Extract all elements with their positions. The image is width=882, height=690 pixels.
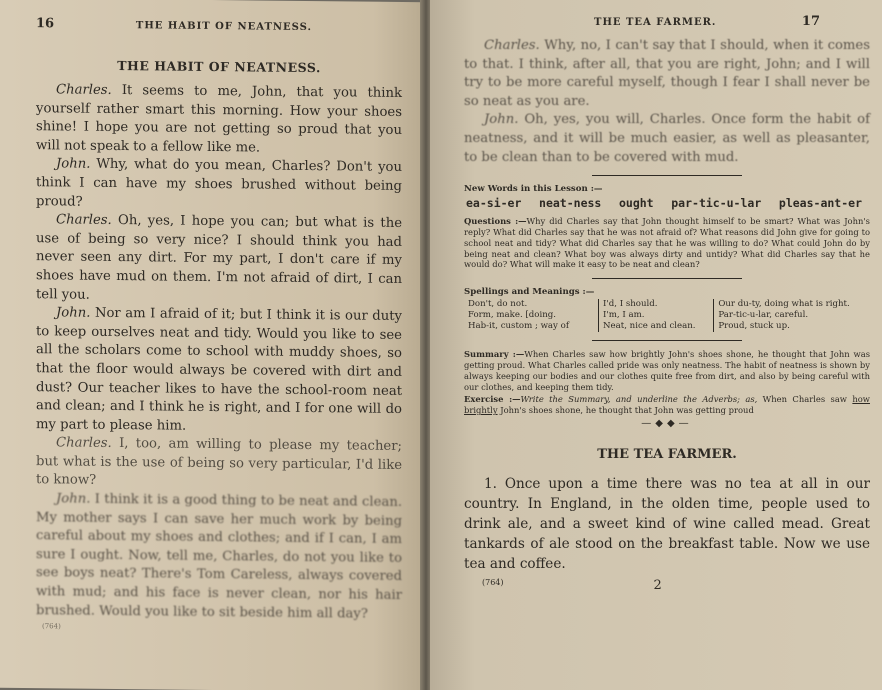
new-words-heading: New Words in this Lesson :— xyxy=(464,184,603,195)
right-footer xyxy=(464,578,870,593)
new-word: ea-si-er xyxy=(466,196,522,211)
new-word: par-tic-u-lar xyxy=(671,196,762,211)
ornament-divider: —◆◆— xyxy=(641,417,693,429)
right-running-head: THE TEA FARMER. xyxy=(594,17,717,28)
left-lesson-title: THE HABIT OF NEATNESS. xyxy=(117,58,321,76)
left-running-head: THE HABIT OF NEATNESS. xyxy=(135,20,312,34)
right-header xyxy=(464,14,870,29)
right-paragraph: John. Oh, yes, you will, Charles. Once form the habit of neatness, and it will be much easier, as well as pleasanter, to be clean than to be covered with mud. xyxy=(464,112,870,165)
exercise-block: Exercise :—Write the Summary, and underline the Adverbs; as, When Charles saw how brightly John's shoes shone, he thought that John was getting proud xyxy=(464,394,870,416)
spellings-column: Don't, do not. Form, make. [doing. Hab-it, custom ; way of xyxy=(468,299,570,332)
spellings-heading: Spellings and Meanings :— xyxy=(464,287,595,298)
questions-block: Questions :—Why did Charles say that John thought himself to be smart? What was John's reply? What did Charles say that he was not afraid of? What reasons did John give for going to school neat and tidy? What did Charles say that he was willing to do? What could John do by being neat and clean? What boy was always dirty and untidy? What did Charles say that he would do? What will make it easy to be neat and clean? xyxy=(464,216,870,270)
spellings-column: Our du-ty, doing what is right. Par-tic-u-lar, careful. Proud, stuck up. xyxy=(718,299,850,332)
left-signature-mark: (764) xyxy=(42,622,61,631)
spellings-table xyxy=(464,299,870,332)
tea-farmer-paragraph: 1. Once upon a time there was no tea at all in our country. In England, in the olden time, people used to drink ale, and a sweet kind of wine called mead. Great tankards of ale stood on the breakfast table. Now we use tea and coffee. xyxy=(464,475,870,572)
right-page xyxy=(430,0,882,690)
left-paragraph: Charles. I, too, am willing to please my teacher; but what is the use of being so very particular, I'd like to know? xyxy=(36,435,402,489)
left-paragraph: John. Why, what do you mean, Charles? Don't you think I can have my shoes brushed without being proud? xyxy=(36,156,402,210)
summary-block: Summary :—When Charles saw how brightly John's shoes shone, he thought that John was getting proud. What Charles called pride was only neatness. The habit of neatness is shown by always keeping our bodies and our clothes quite free from dirt, and also by being careful with our clothes, and keeping them tidy. xyxy=(464,349,870,392)
tea-farmer-title: THE TEA FARMER. xyxy=(597,446,737,462)
left-header xyxy=(36,16,402,35)
section-rule xyxy=(592,175,742,176)
left-paragraph: John. Nor am I afraid of it; but I think it is our duty to keep ourselves neat and tidy. Would you like to see all the scholars come to school with muddy shoes, so that the floor would always be covered with dirt and dust? Our teacher likes to have the school-room neat and clean; and I think he is right, and I for one will do my part to please him. xyxy=(36,305,402,434)
spellings-column: I'd, I should. I'm, I am. Neat, nice and clean. xyxy=(598,299,714,332)
right-signature-mark: (764) xyxy=(482,577,504,587)
left-paragraph: Charles. Oh, yes, I hope you can; but what is the use of being so very nice? I should think you had never seen any dirt. For my part, I don't care if my shoes have mud on them. I'm not afraid of dirt, I can tell you. xyxy=(36,212,403,303)
right-footer-number: 2 xyxy=(653,577,662,593)
new-word: neat-ness xyxy=(539,196,602,211)
right-paragraph: Charles. Why, no, I can't say that I should, when it comes to that. I think, after all, that you are right, John; and I will try to be more careful myself, though I fear I shall never be so neat as you are. xyxy=(464,38,870,109)
left-paragraph: Charles. It seems to me, John, that you think yourself rather smart this morning. How your shoes shine! I hope you are not getting so proud that you will not speak to a fellow like me. xyxy=(36,82,402,156)
section-rule xyxy=(592,340,742,341)
right-page-number: 17 xyxy=(801,14,820,29)
left-page-number: 16 xyxy=(36,16,55,32)
section-rule xyxy=(592,278,742,279)
left-paragraph: John. I think it is a good thing to be neat and clean. My mother says I can save her much work by being careful about my shoes and clothes; and if I can, I am sure I ought. Now, tell me, Charles, do not you like to see boys neat? There's Tom Careless, always covered with mud; and his face is never clean, nor his hair brushed. Would you like to sit beside him all day? xyxy=(36,491,402,622)
new-word: ought xyxy=(618,196,654,211)
new-words-list xyxy=(466,196,862,210)
left-page xyxy=(0,0,424,690)
new-word: pleas-ant-er xyxy=(778,196,862,211)
